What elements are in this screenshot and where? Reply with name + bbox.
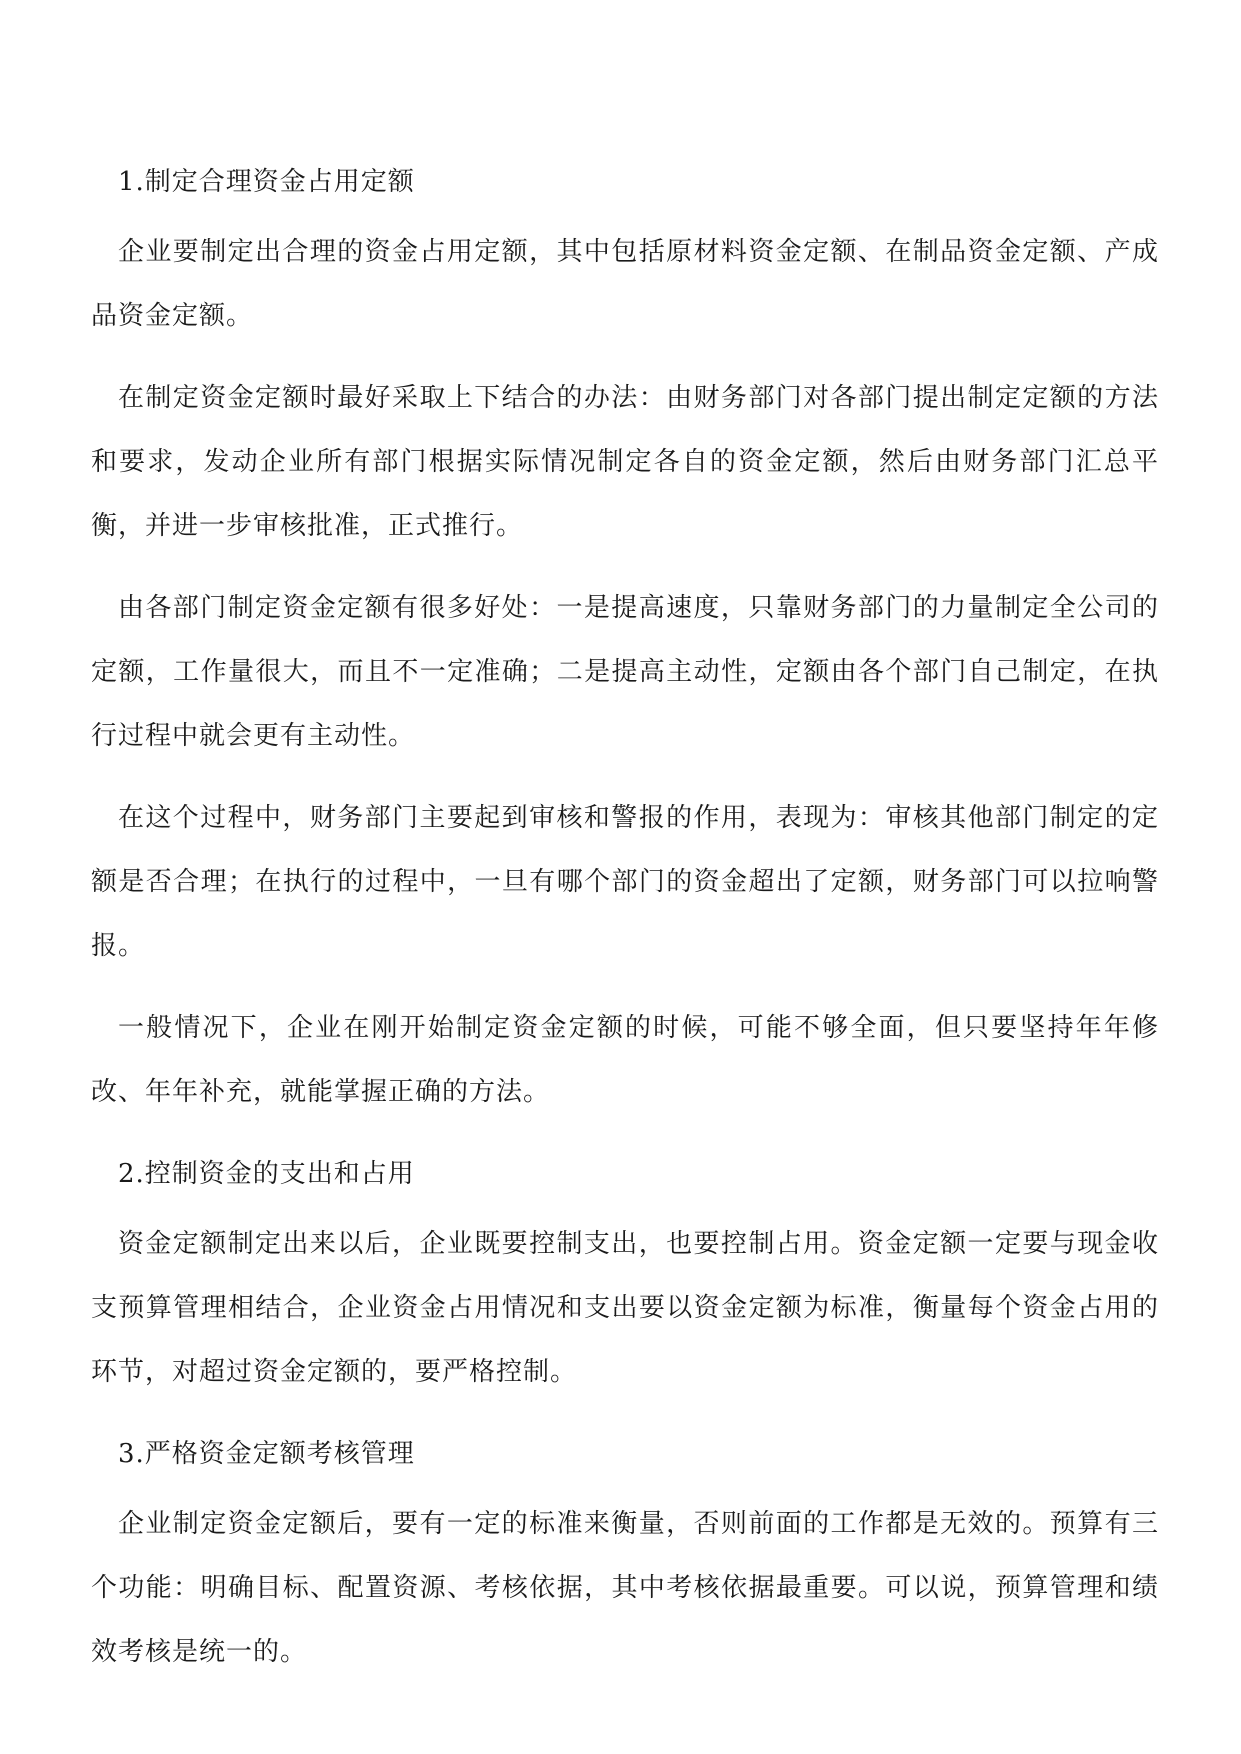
paragraph: 由各部门制定资金定额有很多好处：一是提高速度，只靠财务部门的力量制定全公司的定额，工作量很大，而且不一定准确；二是提高主动性，定额由各个部门自己制定，在执行过程中就会更有主动性。	[91, 593, 1159, 751]
section-heading-1: 1.制定合理资金占用定额	[118, 167, 415, 197]
paragraph: 在制定资金定额时最好采取上下结合的办法：由财务部门对各部门提出制定定额的方法和要求，发动企业所有部门根据实际情况制定各自的资金定额，然后由财务部门汇总平衡，并进一步审核批准，正式推行。	[91, 383, 1159, 541]
document-body	[91, 162, 1159, 1714]
paragraph: 企业制定资金定额后，要有一定的标准来衡量，否则前面的工作都是无效的。预算有三个功能：明确目标、配置资源、考核依据，其中考核依据最重要。可以说，预算管理和绩效考核是统一的。	[91, 1509, 1159, 1667]
section-heading-3: 3.严格资金定额考核管理	[118, 1439, 415, 1469]
paragraph: 资金定额制定出来以后，企业既要控制支出，也要控制占用。资金定额一定要与现金收支预算管理相结合，企业资金占用情况和支出要以资金定额为标准，衡量每个资金占用的环节，对超过资金定额的，要严格控制。	[91, 1229, 1159, 1387]
paragraph: 企业要制定出合理的资金占用定额，其中包括原材料资金定额、在制品资金定额、产成品资金定额。	[91, 237, 1159, 331]
paragraph: 一般情况下，企业在刚开始制定资金定额的时候，可能不够全面，但只要坚持年年修改、年年补充，就能掌握正确的方法。	[91, 1013, 1159, 1107]
paragraph: 在这个过程中，财务部门主要起到审核和警报的作用，表现为：审核其他部门制定的定额是否合理；在执行的过程中，一旦有哪个部门的资金超出了定额，财务部门可以拉响警报。	[91, 803, 1159, 961]
section-heading-2: 2.控制资金的支出和占用	[118, 1159, 415, 1189]
